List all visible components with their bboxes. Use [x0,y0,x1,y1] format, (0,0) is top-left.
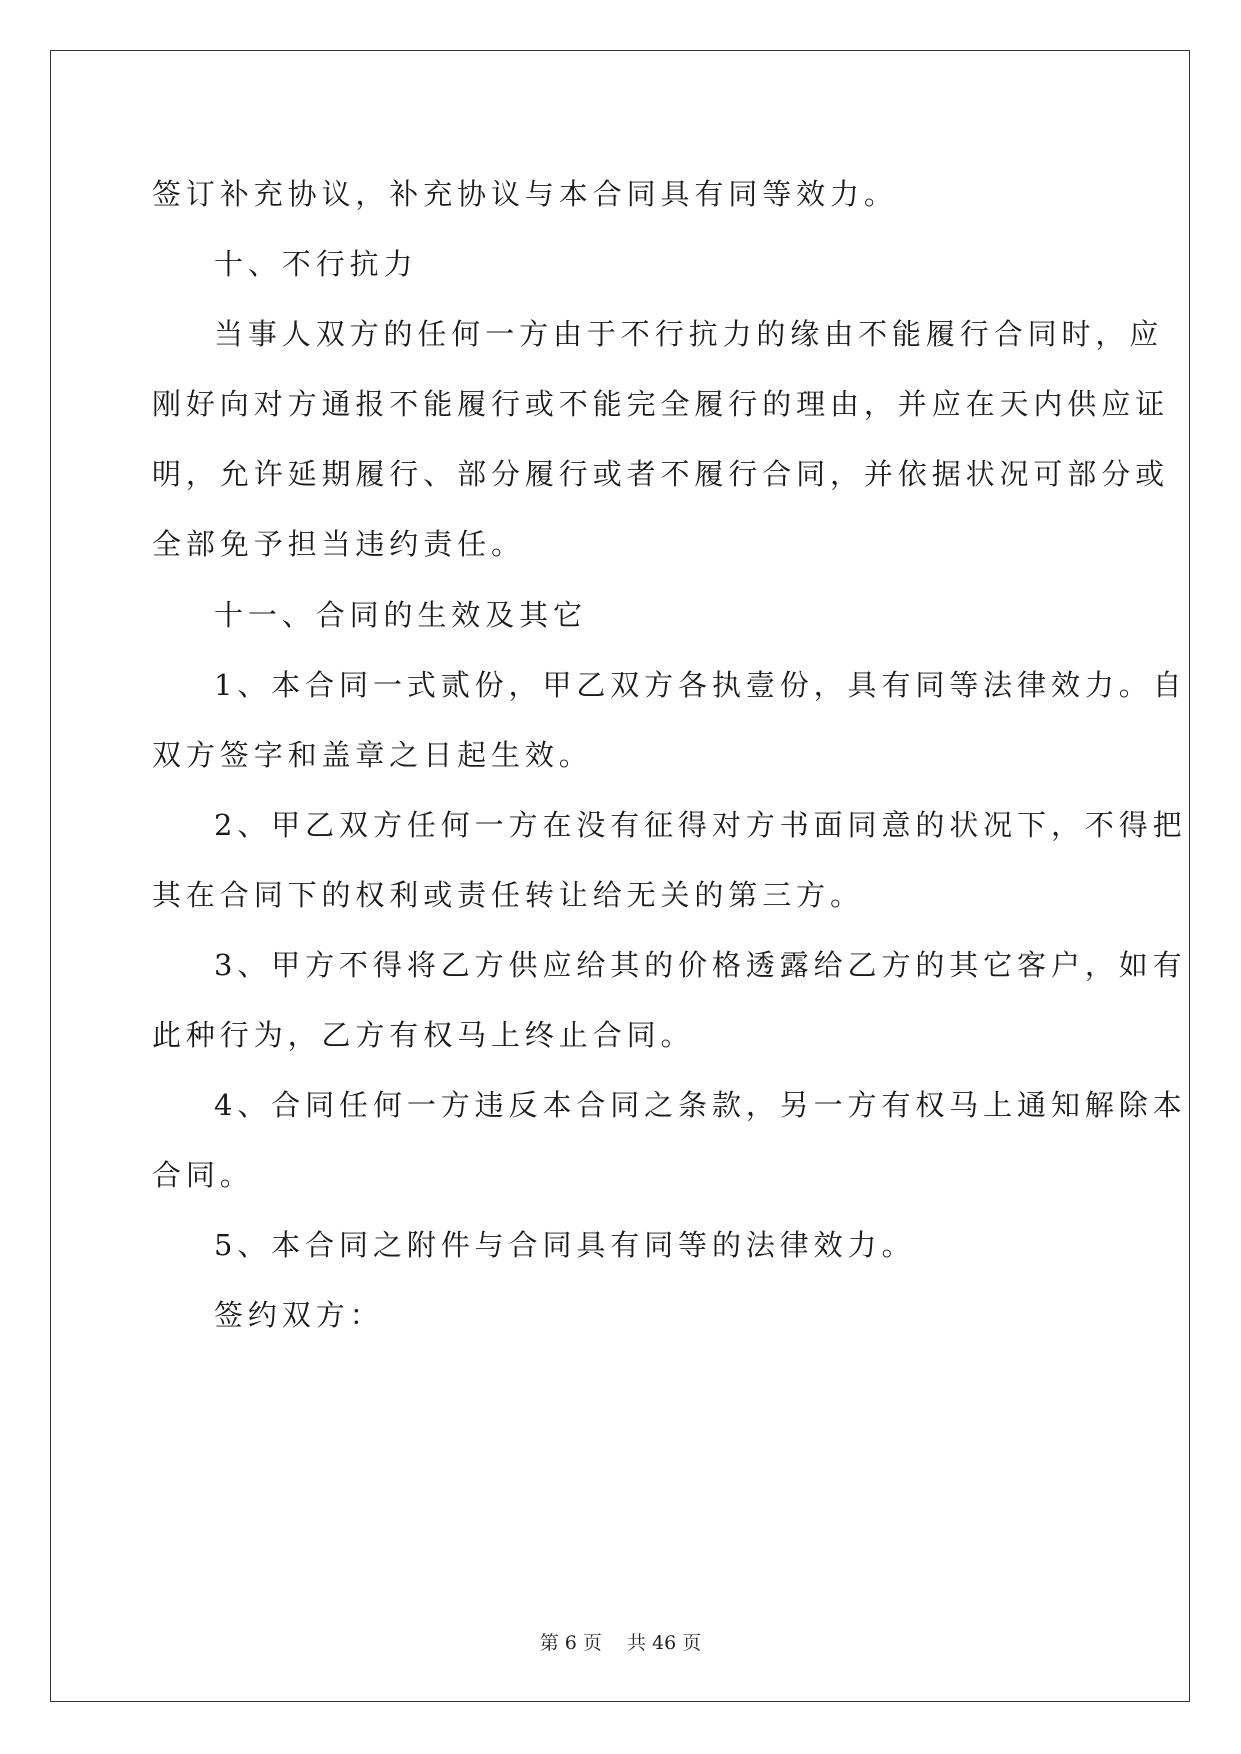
section-heading: 十、不行抗力 [214,247,418,281]
text-line: 全部免予担当违约责任。 [152,527,525,561]
text-line: 刚好向对方通报不能履行或不能完全履行的理由，并应在天内供应证 [152,387,1170,421]
text-line: 3、甲方不得将乙方供应给其的价格透露给乙方的其它客户，如有 [214,948,1187,982]
text-line: 5、本合同之附件与合同具有同等的法律效力。 [214,1228,916,1262]
text-line: 其在合同下的权利或责任转让给无关的第三方。 [152,878,864,912]
page-number: 第 6 页 共 46 页 [539,1632,702,1654]
text-line: 1、本合同一式贰份，甲乙双方各执壹份，具有同等法律效力。自 [214,668,1187,702]
text-line: 此种行为，乙方有权马上终止合同。 [152,1018,695,1052]
text-line: 当事人双方的任何一方由于不行抗力的缘由不能履行合同时，应 [214,317,1164,351]
text-line: 签订补充协议，补充协议与本合同具有同等效力。 [152,177,898,211]
text-line: 明，允许延期履行、部分履行或者不履行合同，并依据状况可部分或 [152,457,1170,491]
text-line: 2、甲乙双方任何一方在没有征得对方书面同意的状况下，不得把 [214,808,1187,842]
signing-parties-label: 签约双方： [214,1298,384,1332]
text-line: 合同。 [152,1158,254,1192]
text-line: 4、合同任何一方违反本合同之条款，另一方有权马上通知解除本 [214,1088,1187,1122]
text-line: 双方签字和盖章之日起生效。 [152,738,593,772]
section-heading: 十一、合同的生效及其它 [214,598,587,632]
